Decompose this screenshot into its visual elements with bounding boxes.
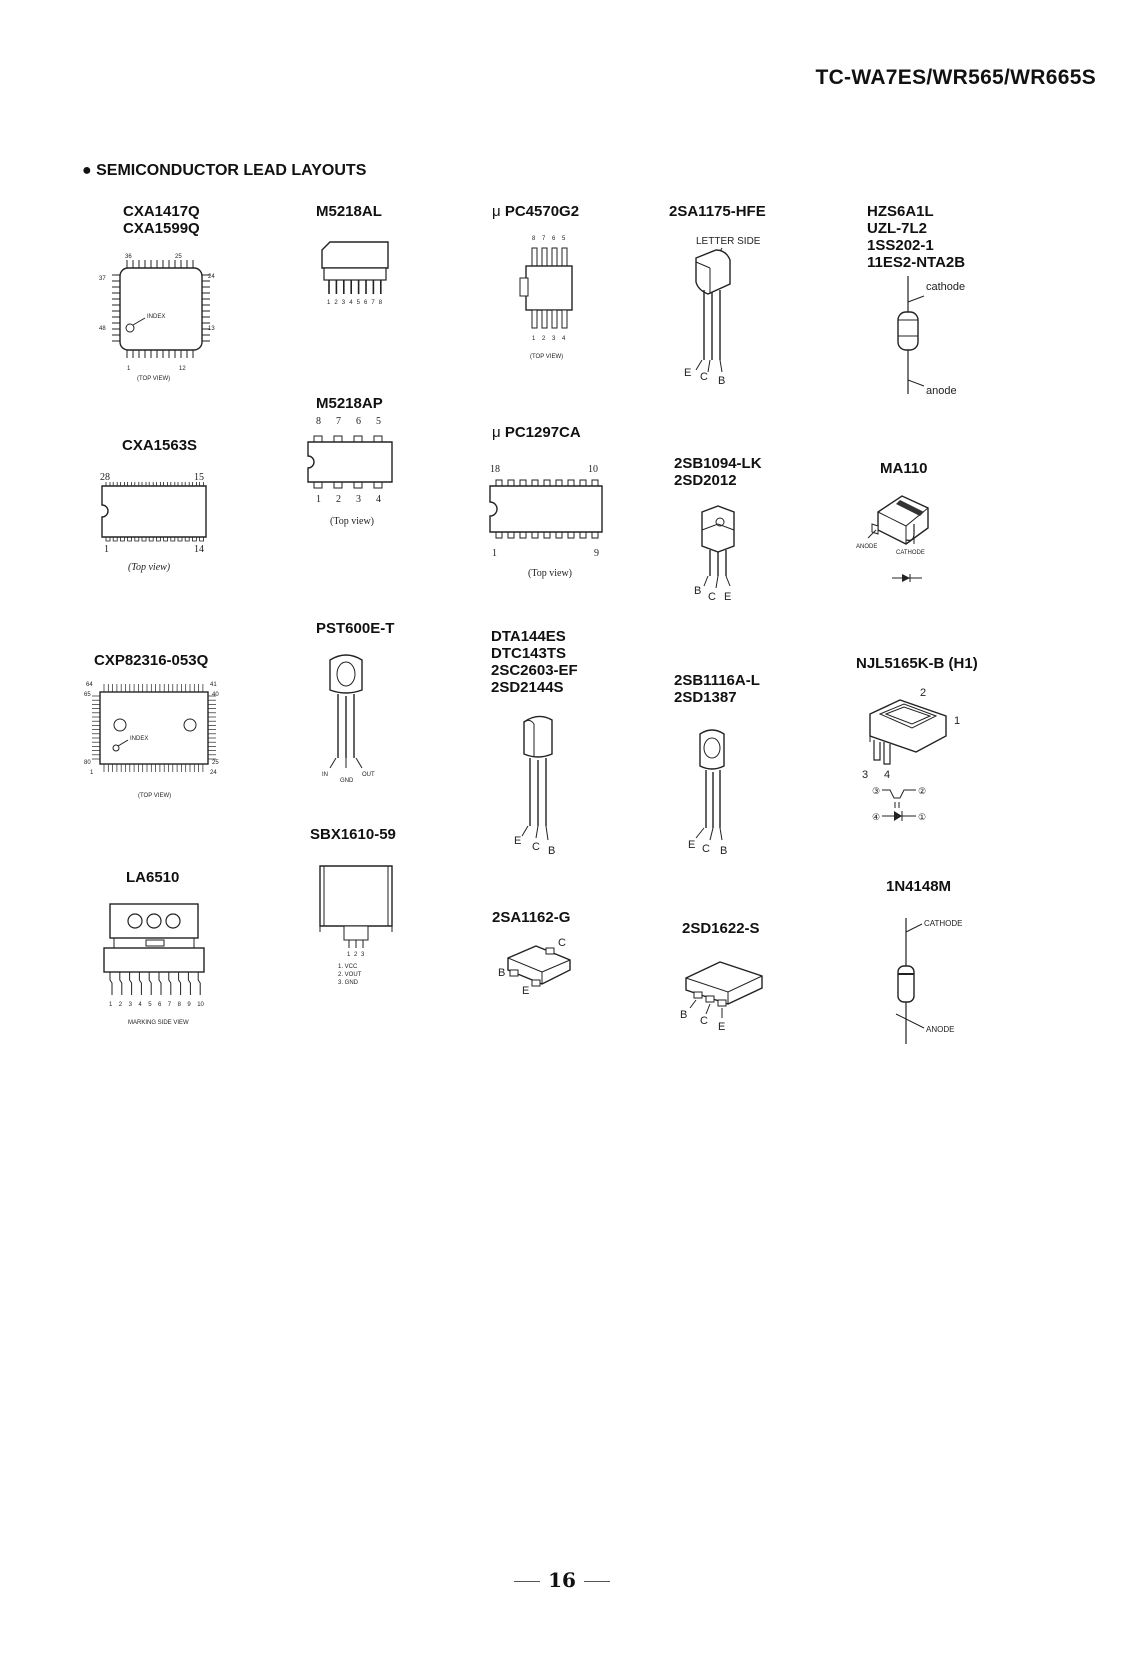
pin-label: 5 [356, 300, 360, 306]
pin-label: 6 [356, 416, 361, 427]
pin-label: 65 [84, 692, 91, 698]
view-caption: (Top view) [330, 516, 375, 527]
view-caption: (TOP VIEW) [137, 376, 171, 382]
pin-label: 1 [90, 770, 94, 776]
pin-label: 7 [371, 300, 375, 306]
view-caption: (Top view) [528, 568, 573, 579]
lead-label: E [684, 367, 692, 379]
lead-label: C [700, 1015, 708, 1027]
pin-label: 1 [347, 952, 351, 958]
pin-label: 2 [920, 687, 927, 699]
pin-label: 15 [194, 472, 204, 483]
mu-prefix: μ [492, 424, 501, 441]
pin-label: 3 [361, 952, 365, 958]
pin-circled: ③ [872, 786, 881, 796]
qfp48-package-diagram [95, 250, 225, 380]
part-la6510-title: LA6510 [126, 869, 180, 886]
part-name: PC4570G2 [504, 203, 580, 220]
pin-label: 2 [336, 494, 341, 505]
part-name: 11ES2-NTA2B [867, 254, 966, 271]
pin-label: 4 [562, 336, 566, 342]
pin-label: 13 [208, 326, 215, 332]
cathode-label: CATHODE [924, 919, 963, 928]
pin-circled: ② [918, 786, 927, 796]
pin-label: 3 [356, 494, 361, 505]
dip18-package-diagram [486, 462, 616, 582]
part-m5218al-title: M5218AL [316, 203, 382, 220]
pin-label: 64 [86, 682, 93, 688]
lead-label: C [708, 591, 716, 603]
pin-label: 3 [862, 769, 869, 781]
lead-label: B [548, 845, 556, 857]
pin-label: 1 [316, 494, 321, 505]
part-name: UZL-7L2 [867, 220, 927, 237]
part-upc4570-title [492, 203, 579, 220]
sip8-package-diagram [318, 240, 398, 320]
part-dta144-title [491, 628, 578, 696]
pin-label: 6 [364, 300, 368, 306]
part-m5218ap-title: M5218AP [316, 395, 383, 412]
pin-label: 9 [187, 1002, 191, 1008]
pin-label: 41 [210, 682, 217, 688]
part-pst600e-title: PST600E-T [316, 620, 395, 637]
index-label: INDEX [130, 736, 149, 742]
page-number [0, 1568, 1124, 1592]
pin-label: 12 [179, 366, 186, 372]
pin-label: 37 [99, 276, 106, 282]
cathode-label: cathode [926, 281, 966, 293]
pin-label: 4 [376, 494, 381, 505]
to92-dta144-diagram [512, 712, 582, 862]
lead-label: B [680, 1009, 688, 1021]
part-name: 2SC2603-EF [491, 662, 578, 679]
pin-label: 6 [158, 1002, 162, 1008]
part-2sa1162-title: 2SA1162-G [492, 909, 571, 926]
sot23-2sa1162-diagram [498, 937, 602, 1008]
lead-label: B [720, 845, 728, 857]
view-caption: (TOP VIEW) [530, 354, 564, 360]
pin-label: 5 [562, 236, 566, 242]
anode-label: anode [926, 385, 957, 397]
lead-label: B [718, 375, 726, 387]
pin-label: 8 [177, 1002, 181, 1008]
bullet: ● [82, 162, 92, 179]
pin-label: 1 [532, 336, 536, 342]
part-upc1297-title [492, 424, 581, 441]
part-sbx1610-title: SBX1610-59 [310, 826, 396, 843]
pin-label: 8 [532, 236, 536, 242]
pin-label: 7 [542, 236, 546, 242]
pin-label: 1 [127, 366, 131, 372]
view-caption: (TOP VIEW) [138, 793, 172, 799]
pin-label: 7 [167, 1002, 172, 1008]
anode-label: ANODE [926, 1025, 955, 1034]
part-1n4148m-title: 1N4148M [886, 878, 952, 895]
pin-label: 80 [84, 760, 91, 766]
part-cxp82316-title: CXP82316-053Q [94, 652, 209, 669]
sbx1610-package-diagram [316, 862, 406, 992]
part-name: 2SB1116A-L [674, 672, 760, 689]
lead-label: C [558, 937, 566, 949]
part-name: CXA1599Q [123, 220, 200, 237]
part-2sb1116-title [674, 672, 760, 706]
part-name: 2SD1387 [674, 689, 737, 706]
lead-label: C [700, 371, 708, 383]
pin-label: 3 [552, 336, 556, 342]
pin-label: 5 [376, 416, 381, 427]
part-name: DTC143TS [491, 645, 567, 662]
document-title: TC-WA7ES/WR565/WR665S [815, 66, 1096, 89]
pin-label: 48 [99, 326, 106, 332]
dip8-package-diagram [300, 416, 400, 534]
pin-label: 1 [954, 715, 961, 727]
pin-label: 4 [138, 1002, 142, 1008]
pin-label: 14 [194, 544, 204, 555]
pin-label: 10 [197, 1002, 204, 1008]
pin-label: 1 [327, 300, 331, 306]
part-name: 1SS202-1 [867, 237, 934, 254]
to220-2sb1094-diagram [696, 506, 766, 616]
pin-label: 24 [210, 770, 217, 776]
dash-right [584, 1581, 610, 1582]
to92-2sb1116-diagram [684, 726, 754, 856]
pin-label: 9 [594, 548, 599, 559]
pin-label: 2 [118, 1002, 123, 1008]
lead-label: E [688, 839, 696, 851]
ma110-package-diagram [856, 490, 972, 600]
cathode-label: CATHODE [896, 550, 925, 556]
mu-prefix: μ [492, 203, 501, 220]
part-njl5165k-title: NJL5165K-B (H1) [856, 655, 978, 672]
pin-label: 2 [354, 952, 358, 958]
pin-label: 28 [100, 472, 110, 483]
pin-label: 40 [212, 692, 219, 698]
index-label: INDEX [147, 314, 166, 320]
pin-legend: 1. VCC [338, 964, 358, 970]
pin-label: 25 [212, 760, 219, 766]
dash-left [514, 1581, 540, 1582]
lead-label: B [694, 585, 702, 597]
section-heading [82, 162, 366, 180]
pin-label: 36 [125, 254, 132, 260]
part-2sd1622-title: 2SD1622-S [682, 920, 760, 937]
lead-label: IN [322, 772, 328, 778]
lead-label: GND [340, 778, 354, 784]
pin-legend: 3. GND [338, 980, 359, 986]
pin-label: 1 [109, 1002, 113, 1008]
part-hzs6a1l-title [867, 203, 965, 271]
part-name: 2SB1094-LK [674, 455, 762, 472]
view-caption: MARKING SIDE VIEW [128, 1020, 189, 1026]
pin-label: 2 [542, 336, 546, 342]
pin-label: 8 [316, 416, 321, 427]
page-number-text: 16 [548, 1568, 576, 1592]
section-title: SEMICONDUCTOR LEAD LAYOUTS [96, 162, 367, 179]
lead-label: OUT [362, 772, 375, 778]
pin-label: 10 [588, 464, 598, 475]
lead-label: E [724, 591, 732, 603]
letter-side-label: LETTER SIDE [696, 236, 761, 247]
part-2sb1094-title [674, 455, 762, 489]
pin-label: 2 [334, 300, 338, 306]
pin-label: 18 [490, 464, 500, 475]
pin-label: 7 [336, 416, 341, 427]
pin-label: 1 [104, 544, 109, 555]
pin-circled: ④ [872, 812, 881, 822]
part-name: DTA144ES [491, 628, 566, 645]
qfp80-package-diagram [84, 682, 223, 802]
la6510-pin-numbers [109, 1002, 205, 1008]
pin-label: 1 [492, 548, 497, 559]
to92-pst600e-diagram [318, 650, 398, 784]
to92-2sa1175-diagram [660, 232, 770, 392]
part-name: CXA1417Q [123, 203, 200, 220]
pin-label: 3 [341, 300, 346, 306]
part-name: 2SD2144S [491, 679, 564, 696]
lead-label: E [514, 835, 522, 847]
pin-circled: ① [918, 812, 927, 822]
pin-label: 6 [552, 236, 556, 242]
part-2sa1175-title: 2SA1175-HFE [669, 203, 766, 220]
pin-label: 5 [148, 1002, 152, 1008]
pin-legend: 2. VOUT [338, 972, 362, 978]
lead-label: E [522, 985, 530, 997]
lead-label: B [498, 967, 506, 979]
anode-label: ANODE [856, 544, 878, 550]
lead-label: C [532, 841, 540, 853]
part-name: 2SD2012 [674, 472, 737, 489]
part-ma110-title: MA110 [880, 460, 928, 477]
pin-label: 4 [884, 769, 891, 781]
pin-label: 24 [208, 274, 215, 280]
diode-1n4148m-diagram [888, 918, 998, 1048]
part-name: HZS6A1L [867, 203, 934, 220]
lead-label: E [718, 1021, 726, 1033]
part-name: PC1297CA [504, 424, 581, 441]
pin-label: 3 [128, 1002, 132, 1008]
lead-label: C [702, 843, 710, 855]
njl5165k-package-diagram [860, 680, 990, 840]
part-cxa1417q-title [123, 203, 200, 237]
sot89-2sd1622-diagram [676, 956, 786, 1046]
part-cxa1563s-title: CXA1563S [122, 437, 198, 454]
pin-label: 25 [175, 254, 182, 260]
pin-label: 8 [378, 300, 383, 306]
pin-label: 4 [349, 300, 353, 306]
la6510-package-diagram [100, 902, 215, 1027]
diode-hzs6a1l-diagram [890, 276, 1000, 406]
dip28-package-diagram [98, 470, 218, 580]
view-caption: (Top view) [128, 562, 171, 573]
sop8-package-diagram [516, 236, 586, 360]
